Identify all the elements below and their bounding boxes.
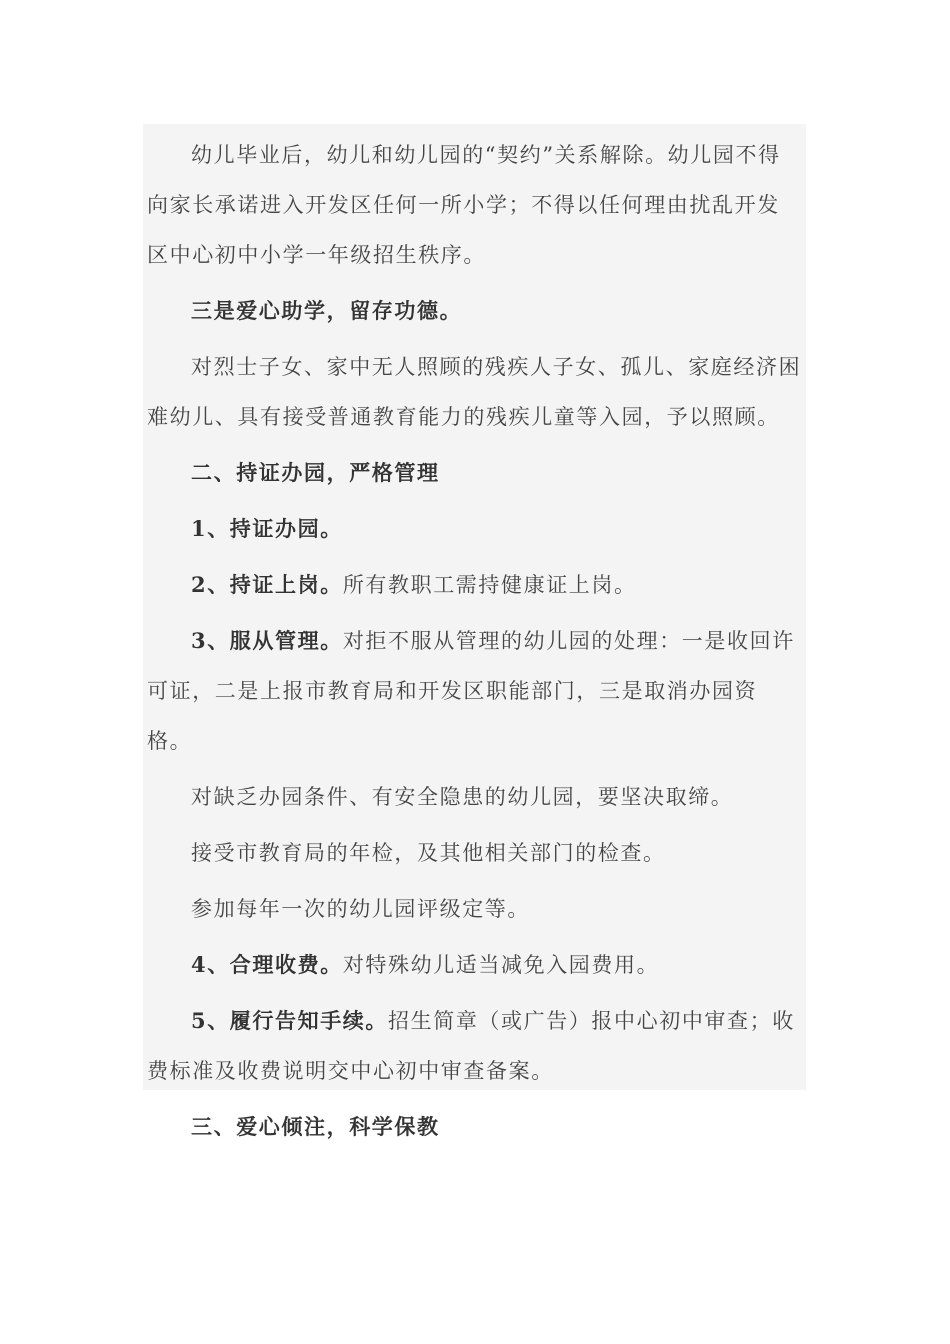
paragraph-text: 对缺乏办园条件、有安全隐患的幼儿园，要坚决取缔。 <box>191 785 734 809</box>
paragraph-text: 招生简章（或广告）报中心初中审查；收费标准及收费说明交中心初中审查备案。 <box>147 1009 795 1083</box>
paragraph-item-3 <box>147 616 802 766</box>
heading-text: 二、持证办园，严格管理 <box>191 460 440 485</box>
heading-text: 三、爱心倾注，科学保教 <box>191 1114 440 1139</box>
heading-item-1 <box>147 504 802 554</box>
item-lead: 3、服从管理。 <box>191 628 343 653</box>
paragraph-special-care <box>147 342 802 442</box>
paragraph-text: 对特殊幼儿适当减免入园费用。 <box>342 953 660 977</box>
paragraph-text: 对拒不服从管理的幼儿园的处理：一是收回许可证，二是上报市教育局和开发区职能部门，三是取消办园资格。 <box>147 629 795 753</box>
paragraph-text: 所有教职工需持健康证上岗。 <box>342 573 637 597</box>
paragraph-graduation-contract <box>147 130 802 280</box>
item-lead: 2、持证上岗。 <box>191 572 343 597</box>
paragraph-ban-unsafe <box>147 772 802 822</box>
heading-charity-support <box>147 286 802 336</box>
paragraph-text: 对烈士子女、家中无人照顾的残疾人子女、孤儿、家庭经济困难幼儿、具有接受普通教育能力的残疾儿童等入园，予以照顾。 <box>147 355 802 429</box>
paragraph-annual-rating <box>147 884 802 934</box>
paragraph-text: 参加每年一次的幼儿园评级定等。 <box>191 897 530 921</box>
heading-scientific-care <box>147 1102 802 1152</box>
paragraph-text: 接受市教育局的年检，及其他相关部门的检查。 <box>191 841 666 865</box>
item-lead: 4、合理收费。 <box>191 952 343 977</box>
paragraph-text: 幼儿毕业后，幼儿和幼儿园的“契约”关系解除。幼儿园不得向家长承诺进入开发区任何一所小学；不得以任何理由扰乱开发区中心初中小学一年级招生秩序。 <box>147 143 781 267</box>
paragraph-item-5 <box>147 996 802 1096</box>
paragraph-item-2 <box>147 560 802 610</box>
document-body <box>143 124 806 1139</box>
paragraph-item-4 <box>147 940 802 990</box>
item-lead: 5、履行告知手续。 <box>191 1008 389 1033</box>
heading-text: 1、持证办园。 <box>191 516 343 541</box>
heading-text: 三是爱心助学，留存功德。 <box>191 298 463 323</box>
paragraph-annual-inspection <box>147 828 802 878</box>
heading-licensed-management <box>147 448 802 498</box>
